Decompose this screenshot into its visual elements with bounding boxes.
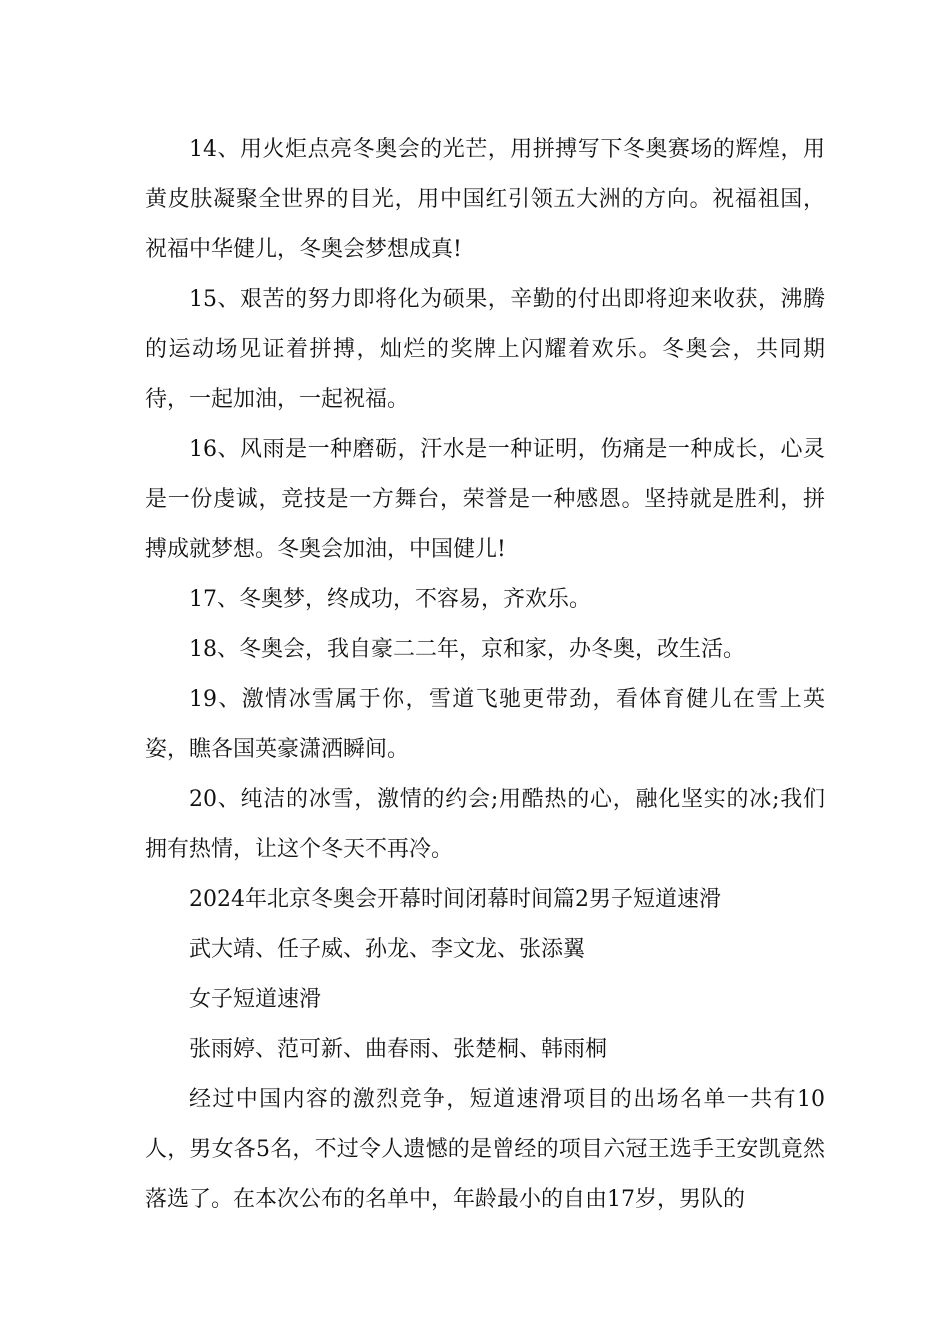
men-team-list: 武大靖、任子威、孙龙、李文龙、张添翼 — [189, 937, 586, 962]
summary-paragraph: 经过中国内容的激烈竞争，短道速滑项目的出场名单一共有10人，男女各5名，不过令人遗憾的是曾经的项目六冠王选手王安凯竟然落选了。在本次公布的名单中，年龄最小的自由17岁，男队的 — [145, 1087, 825, 1212]
paragraph-19: 19、激情冰雪属于你，雪道飞驰更带劲，看体育健儿在雪上英姿，瞧各国英豪潇洒瞬间。 — [145, 687, 825, 762]
paragraph-17: 17、冬奥梦，终成功，不容易，齐欢乐。 — [189, 587, 591, 612]
document-body — [145, 125, 825, 1225]
paragraph-20: 20、纯洁的冰雪，激情的约会;用酷热的心，融化坚实的冰;我们拥有热情，让这个冬天不再冷。 — [145, 787, 825, 862]
women-team-list: 张雨婷、范可新、曲春雨、张楚桐、韩雨桐 — [189, 1037, 608, 1062]
paragraph-18: 18、冬奥会，我自豪二二年，京和家，办冬奥，改生活。 — [189, 637, 745, 662]
women-heading: 女子短道速滑 — [189, 987, 322, 1012]
paragraph-14: 14、用火炬点亮冬奥会的光芒，用拼搏写下冬奥赛场的辉煌，用黄皮肤凝聚全世界的目光，用中国红引领五大洲的方向。祝福祖国，祝福中华健儿，冬奥会梦想成真! — [145, 137, 825, 262]
paragraph-16: 16、风雨是一种磨砺，汗水是一种证明，伤痛是一种成长，心灵是一份虔诚，竞技是一方舞台，荣誉是一种感恩。坚持就是胜利，拼搏成就梦想。冬奥会加油，中国健儿! — [145, 437, 825, 562]
section-heading: 2024年北京冬奥会开幕时间闭幕时间篇2男子短道速滑 — [189, 887, 721, 912]
paragraph-15: 15、艰苦的努力即将化为硕果，辛勤的付出即将迎来收获，沸腾的运动场见证着拼搏，灿烂的奖牌上闪耀着欢乐。冬奥会，共同期待，一起加油，一起祝福。 — [145, 287, 825, 412]
